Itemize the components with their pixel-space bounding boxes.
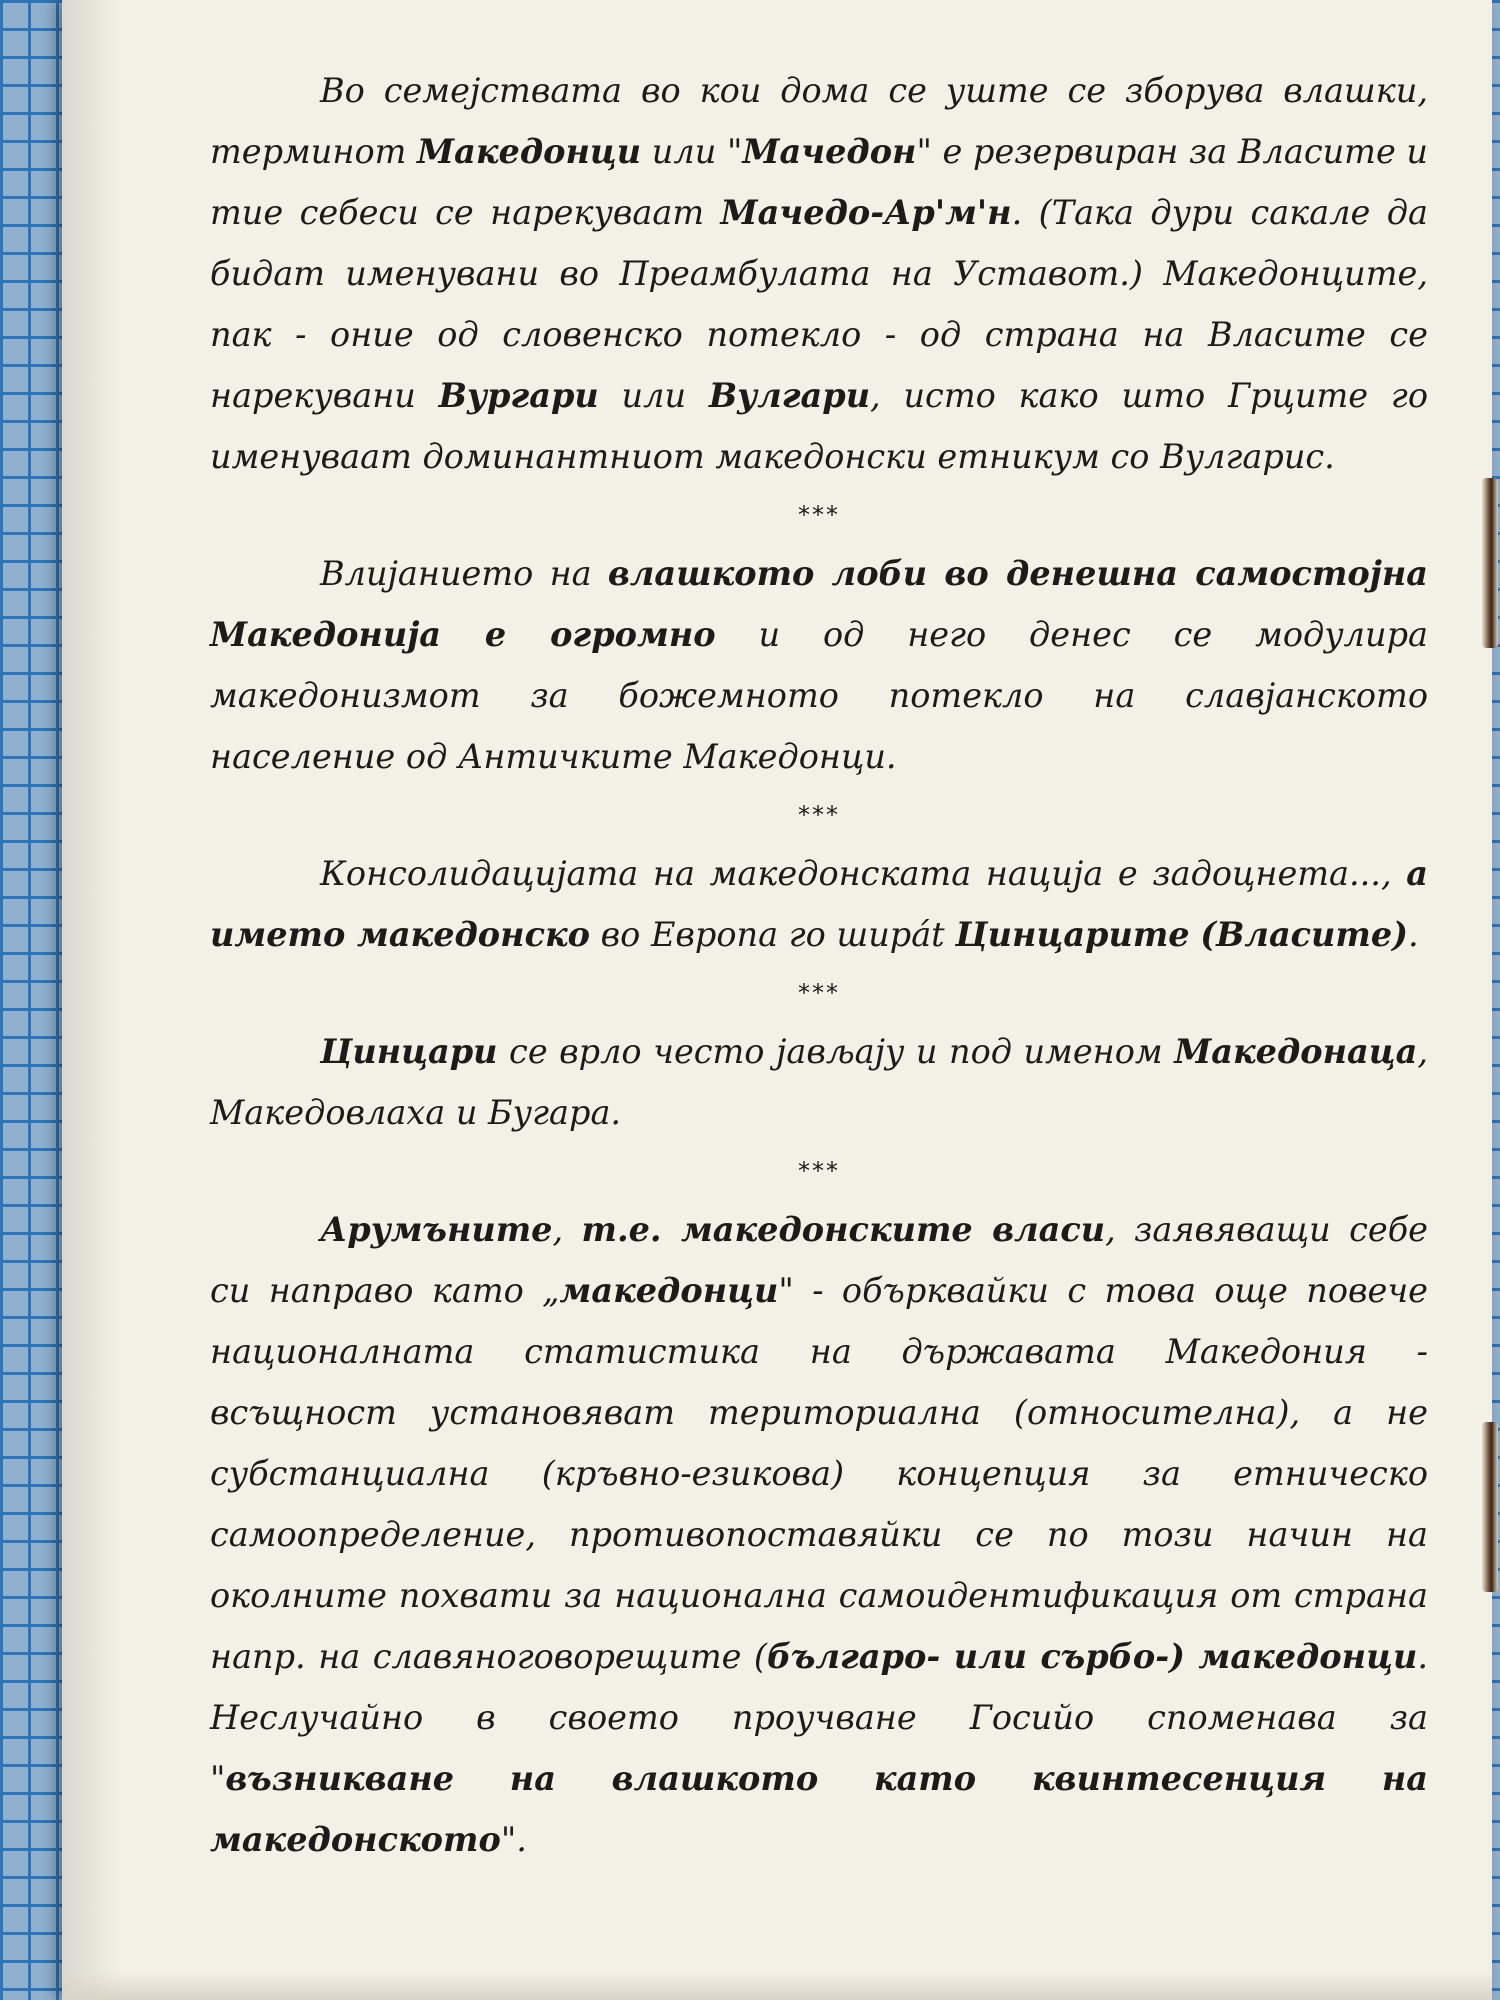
bold-term: а името македонско <box>210 854 1428 954</box>
bold-term: Вулгари <box>708 376 871 415</box>
bold-term: Цинцари <box>320 1032 498 1071</box>
paragraph-5 <box>210 1199 1428 1870</box>
bold-term: македонци <box>559 1271 779 1310</box>
separator: *** <box>798 801 840 829</box>
text-run: . (Така дури сакале да бидат именувани во Преамбулата на Уставот.) Македонците, пак - оние од словенско потекло - од страна на Власите се нарекувани <box>210 193 1428 415</box>
bold-term: българо- или сърбо-) македонци <box>766 1637 1418 1676</box>
text-run: Влијанието на <box>320 554 608 593</box>
text-run: и од него денес се модулира македонизмот за божемното потекло на славјанското население од Античките Македонци. <box>210 615 1428 776</box>
paragraph-1 <box>210 60 1428 487</box>
text-run: Во семејствата во кои дома се уште се зборува влашки, терминот <box>210 71 1428 171</box>
document-text <box>210 60 1428 1870</box>
bold-term: влашкото лоби во денешна самостојна Македонија е огромно <box>210 554 1428 654</box>
bold-term: т.е. македонските власи <box>581 1210 1106 1249</box>
text-run: се врло често јављају и под именом <box>497 1032 1175 1071</box>
bold-term: Арумъните <box>320 1210 553 1249</box>
text-run: , исто како што Грците го именуваат доминантниот македонски етникум со Вулгарис. <box>210 376 1429 476</box>
page-bottom-edge <box>62 1972 1492 2000</box>
separator: *** <box>798 501 840 529</box>
text-run: " - обърквайки с това още повече националната статистика на държавата Македония - всъщност установяват териториална (относителна), а не субстанциална (кръвно-езикова) концепция за етническо самоопределение, противопоставяйки се по този начин на околните похвати за национална самоидентификация от страна напр. на славяноговорещите ( <box>210 1271 1428 1676</box>
text-run: . <box>1408 915 1419 954</box>
bold-term: Мачедо-Ар'м'н <box>720 193 1012 232</box>
bold-term: Вургари <box>438 376 599 415</box>
separator: *** <box>798 979 840 1007</box>
bold-term: възникване на влашкото като квинтесенция на македонското <box>210 1759 1428 1859</box>
text-run: " е резервиран за Власите и тие себеси се нарекуваат <box>210 132 1429 232</box>
bold-term: Мачедон <box>742 132 917 171</box>
text-run: или <box>598 376 709 415</box>
text-run: . Неслучайно в своето проучване Госийо споменава за " <box>210 1637 1428 1798</box>
text-run: во Европа го ширát <box>589 915 956 954</box>
paragraph-4 <box>210 1021 1428 1143</box>
staple-bottom <box>1482 1422 1498 1592</box>
text-run: , заявяващи себе си направо като „ <box>210 1210 1428 1310</box>
bold-term: Цинцарите <box>955 915 1190 954</box>
text-run: или " <box>641 132 743 171</box>
text-run: , <box>552 1210 582 1249</box>
text-run <box>1190 915 1201 954</box>
text-run: , Македовлаха и Бугара. <box>210 1032 1428 1132</box>
bold-term: Македонци <box>417 132 642 171</box>
document-page <box>62 0 1492 2000</box>
paragraph-3 <box>210 843 1428 965</box>
staple-top <box>1482 478 1498 648</box>
bold-term: Македонаца <box>1174 1032 1418 1071</box>
page-binding-shadow <box>62 0 122 2000</box>
bold-term: (Власите) <box>1200 915 1409 954</box>
paragraph-2 <box>210 543 1428 787</box>
text-run: Консолидацијата на македонската нација е задоцнета..., <box>320 854 1407 893</box>
text-run: ". <box>500 1820 527 1859</box>
separator: *** <box>798 1157 840 1185</box>
